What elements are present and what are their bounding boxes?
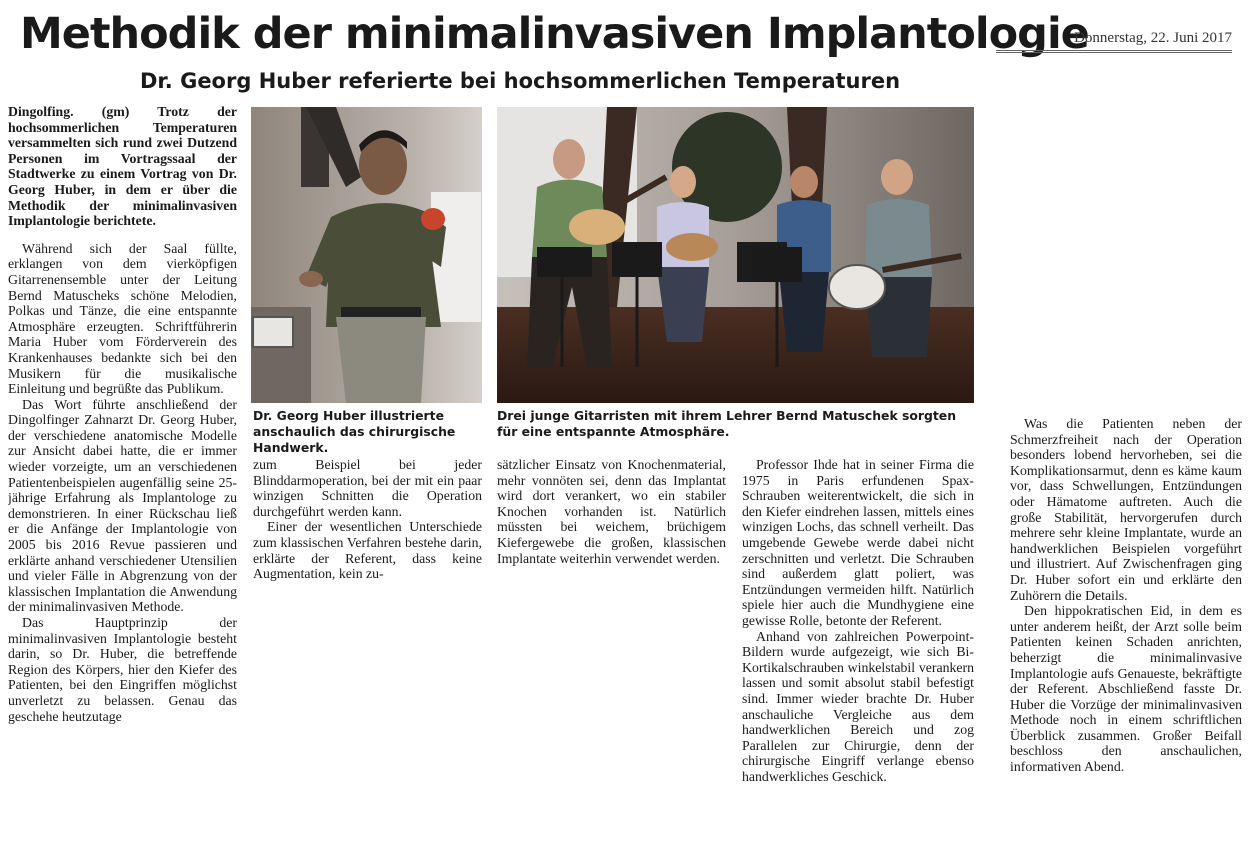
paragraph: Was die Patienten neben der Schmerzfreiheit nach der Operation besonders lobend hervorheben, sei die Komplikationsarmut, denn es käme kaum vor, dass Schwellungen, Entzündungen oder Hämatome auftreten. Auch die große Stabilität, hervorgerufen durch mehrere sehr kleine Implantate, wurde an handwerklichen Beispielen vorgeführt und illustriert. Auf Zwischenfragen ging Dr. Huber sofort ein und erklärte den Zuhörern die Details.	[1010, 416, 1242, 603]
photo-speaker	[251, 107, 482, 403]
paragraph: Anhand von zahlreichen Powerpoint-Bildern wurde aufgezeigt, wie sich Bi-Kortikalschrauben winkelstabil verankern lassen und somit absolut stabil befestigt sind. Immer wieder brachte Dr. Huber anschauliche Vergleiche aus dem handwerklichen Bereich und zog Parallelen zur Chirurgie, denn der chirurgische Eingriff verlange ebenso handwerkliches Geschick.	[742, 628, 974, 784]
subheadline: Dr. Georg Huber referierte bei hochsommerlichen Temperaturen	[140, 69, 901, 93]
paragraph: zum Beispiel bei jeder Blinddarmoperation, bei der mit ein paar winzigen Schnitten die Operation durchgeführt werden kann.	[253, 457, 482, 519]
publication-date: Donnerstag, 22. Juni 2017	[996, 30, 1232, 53]
column-4	[742, 457, 974, 842]
paragraph: sätzlicher Einsatz von Knochenmaterial, mehr vonnöten sei, denn das Implantat wird dort verankert, wo ein stabiler Knochen vorhanden ist. Natürlich müssten bei weichem, brüchigem Kiefergewebe die großen, klassischen Implantate weiterhin verwendet werden.	[497, 457, 726, 566]
paragraph: Das Hauptprinzip der minimalinvasiven Implantologie besteht darin, so Dr. Huber, die betreffende Region des Körpers, hier den Kiefer des Patienten, bei den Eingriffen möglichst unverletzt zu belassen. Genau das geschehe heutzutage	[8, 615, 237, 724]
paragraph: Den hippokratischen Eid, in dem es unter anderem heißt, der Arzt solle beim Patienten keinen Schaden anrichten, beherzigt die minimalinvasive Implantologie aufs Genaueste, bekräftigte der Referent. Abschließend fasste Dr. Huber die Vorzüge der minimalinvasiven Methode noch in einem schriftlichen Überblick zusammen. Großer Beifall beschloss den anschaulichen, informativen Abend.	[1010, 603, 1242, 775]
lead-paragraph: Dingolfing. (gm) Trotz der hochsommerlichen Temperaturen versammelten sich rund zwei Dutzend Personen im Vortragssaal der Stadtwerke zu einem Vortrag von Dr. Georg Huber, in dem er über die Methodik der minimalinvasiven Implantologie berichtete.	[8, 104, 237, 229]
photo-ensemble-caption: Drei junge Gitarristen mit ihrem Lehrer Bernd Matuschek sorgten für eine entspannte Atmosphäre.	[497, 408, 957, 439]
paragraph: Das Wort führte anschließend der Dingolfinger Zahnarzt Dr. Georg Huber, der verschiedene anatomische Modelle zur Ansicht dabei hatte, die er immer wieder vorzeigte, um an verschiedenen Patientenbeispielen augenfällig seine 25-jährige Erfahrung als Implantologe zu demonstrieren. In einer Rückschau ließ er die Anfänge der Implantologie von 2005 bis 2016 Revue passieren und erklärte anhand verschiedener Utensilien und vieler Fälle in Abgrenzung von der klassischen Implantation die Anwendung der minimalinvasiven Methode.	[8, 396, 237, 615]
column-5	[1010, 416, 1242, 836]
photo-speaker-caption: Dr. Georg Huber illustrierte anschaulich das chirurgische Handwerk.	[253, 408, 456, 455]
headline: Methodik der minimalinvasiven Implantologie	[20, 9, 1089, 59]
photo-guitar-ensemble	[497, 107, 974, 403]
paragraph: Professor Ihde hat in seiner Firma die 1975 in Paris erfundenen Spax-Schrauben weiterentwickelt, die sich in den Kiefer eindrehen lassen, mittels eines winzigen Lochs, das schnell verheilt. Das umgebende Gewebe werde dabei nicht zerschnitten und verletzt. Die Schrauben sind außerdem glatt poliert, was Entzündungen vermeiden hilft. Natürlich spiele hier auch die Mundhygiene eine gewisse Rolle, betonte der Referent.	[742, 457, 974, 628]
column-2	[253, 457, 482, 597]
column-3	[497, 457, 726, 597]
column-1	[8, 104, 237, 794]
paragraph: Einer der wesentlichen Unterschiede zum klassischen Verfahren bestehe darin, erklärte der Referent, dass keine Augmentation, kein zu-	[253, 519, 482, 582]
paragraph: Während sich der Saal füllte, erklangen von dem vierköpfigen Gitarrenensemble unter der Leitung Bernd Matuscheks schöne Melodien, Polkas und Tänze, die eine entspannte Atmosphäre erzeugten. Schriftführerin Maria Huber vom Förderverein des Krankenhauses bedankte sich bei den Musikern für die musikalische Einleitung und begrüßte das Publikum.	[8, 240, 237, 397]
